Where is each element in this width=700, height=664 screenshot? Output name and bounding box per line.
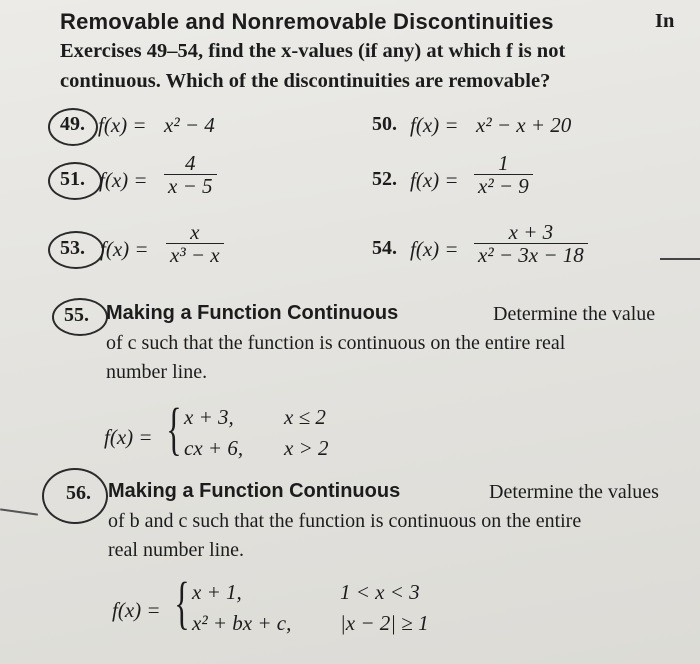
exercise-56-number: 56. bbox=[66, 482, 91, 504]
exercise-50-rhs: x² − x + 20 bbox=[476, 113, 572, 137]
exercise-55-case-2-cond: x > 2 bbox=[284, 436, 329, 460]
exercise-49-rhs: x² − 4 bbox=[164, 113, 215, 137]
exercise-55-title: Making a Function Continuous bbox=[106, 302, 399, 324]
pen-mark bbox=[0, 508, 38, 515]
exercise-55-number: 55. bbox=[64, 304, 89, 326]
exercise-54-numerator: x + 3 bbox=[508, 220, 554, 244]
exercise-54-lhs: f(x) = bbox=[410, 237, 459, 261]
exercise-56-fx: f(x) = bbox=[112, 598, 161, 622]
exercise-53-denominator: x³ − x bbox=[166, 243, 224, 266]
brace-symbol: { bbox=[166, 396, 182, 461]
exercise-55-case-1-cond: x ≤ 2 bbox=[284, 405, 326, 429]
exercise-55-line-2: of c such that the function is continuous on the entire real bbox=[106, 332, 566, 354]
exercise-56-title: Making a Function Continuous bbox=[108, 480, 401, 502]
exercise-56-case-1-cond: 1 < x < 3 bbox=[340, 580, 420, 604]
exercise-52-lhs: f(x) = bbox=[410, 168, 459, 192]
exercise-54-fraction bbox=[470, 221, 592, 266]
exercise-56-line-3: real number line. bbox=[108, 539, 245, 561]
exercise-55-case-2-expr: cx + 6, bbox=[184, 436, 244, 460]
exercise-56-case-2-expr: x² + bx + c, bbox=[192, 611, 292, 635]
exercise-56-case-2-cond: |x − 2| ≥ 1 bbox=[340, 611, 429, 635]
exercise-49-number: 49. bbox=[60, 113, 85, 135]
exercise-56-line-1: Determine the values bbox=[489, 481, 659, 503]
exercise-52-number: 52. bbox=[372, 168, 397, 190]
exercise-49-lhs: f(x) = bbox=[98, 113, 147, 137]
exercise-55-fx: f(x) = bbox=[104, 425, 153, 449]
exercise-56-line-2: of b and c such that the function is continuous on the entire bbox=[108, 510, 582, 532]
exercise-51-denominator: x − 5 bbox=[164, 174, 217, 197]
exercise-53-numerator: x bbox=[190, 220, 200, 244]
intro-line-3: continuous. Which of the discontinuities are removable? bbox=[60, 70, 551, 92]
exercise-51-fraction bbox=[160, 152, 221, 197]
exercise-55-line-1: Determine the value bbox=[493, 303, 656, 325]
exercise-50-lhs: f(x) = bbox=[410, 113, 459, 137]
brace-symbol: { bbox=[174, 570, 190, 635]
exercise-52-fraction bbox=[470, 152, 537, 197]
exercise-53-lhs: f(x) = bbox=[100, 237, 149, 261]
exercise-53-number: 53. bbox=[60, 237, 85, 259]
exercise-56-case-1-expr: x + 1, bbox=[192, 580, 242, 604]
exercise-51-number: 51. bbox=[60, 168, 85, 190]
exercise-52-denominator: x² − 9 bbox=[474, 174, 533, 197]
exercise-55-case-1-expr: x + 3, bbox=[184, 405, 234, 429]
exercise-51-lhs: f(x) = bbox=[99, 168, 148, 192]
section-title: Removable and Nonremovable Discontinuities bbox=[60, 9, 554, 34]
intro-in: In bbox=[655, 10, 675, 32]
pen-mark bbox=[660, 258, 700, 260]
exercise-54-number: 54. bbox=[372, 237, 397, 259]
exercise-50-number: 50. bbox=[372, 113, 397, 135]
exercise-54-denominator: x² − 3x − 18 bbox=[474, 243, 588, 266]
exercise-53-fraction bbox=[162, 221, 228, 266]
exercise-55-line-3: number line. bbox=[106, 361, 208, 383]
intro-line-2: Exercises 49–54, find the x-values (if any) at which f is not bbox=[60, 40, 566, 62]
exercise-51-numerator: 4 bbox=[185, 151, 196, 175]
exercise-52-numerator: 1 bbox=[498, 151, 509, 175]
